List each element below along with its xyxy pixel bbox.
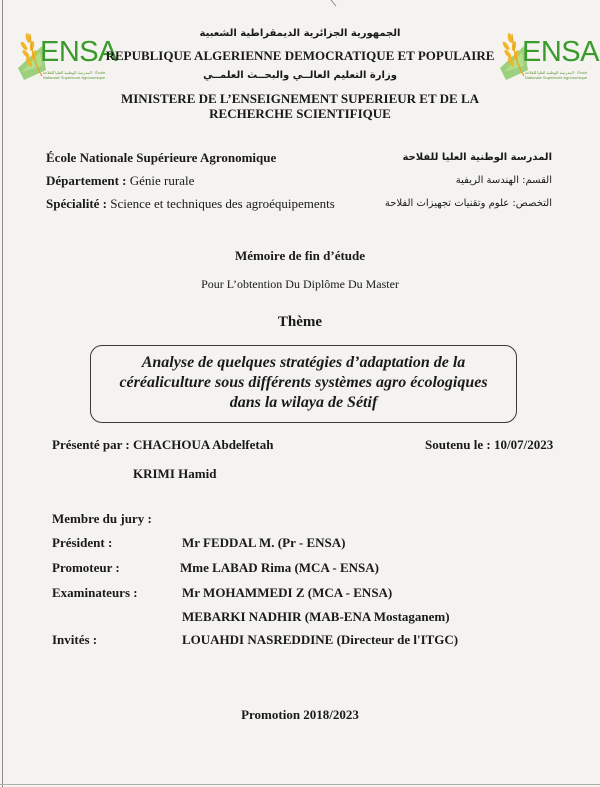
defended-date: 10/07/2023 <box>493 437 554 452</box>
speciality-label: Spécialité : <box>46 196 108 211</box>
jury-member: Mr MOHAMMEDI Z (MCA - ENSA) <box>182 585 393 600</box>
speciality-ar: التخصص: علوم وتقنيات تجهيزات الفلاحة <box>384 198 552 209</box>
thesis-title-line: céréaliculture sous différents systèmes agro écologiques <box>119 374 488 391</box>
logo-text: ENSA <box>40 36 117 68</box>
jury-member: LOUAHDI NASREDDINE (Directeur de l'ITGC) <box>182 632 459 647</box>
department-label: Département : <box>46 173 127 188</box>
jury-member: Mme LABAD Rima (MCA - ENSA) <box>180 560 379 575</box>
speciality-line <box>46 196 335 212</box>
author-name: CHACHOUA Abdelfetah <box>132 437 274 452</box>
school-name-ar: المدرسة الوطنية العليا للفلاحة <box>402 152 552 163</box>
header-ministry-fr-2: RECHERCHE SCIENTIFIQUE <box>209 106 391 121</box>
thesis-title-box <box>90 345 517 423</box>
logo-caption: المدرسة الوطنية العليا للفلاحة · École Nationale Supérieure Agronomique <box>524 70 588 80</box>
jury-role: Promoteur : <box>52 560 120 575</box>
jury-role: Invités : <box>52 632 98 647</box>
presented-by-label: Présenté par : <box>52 437 130 452</box>
thesis-title-line: dans la wilaya de Sétif <box>229 394 378 411</box>
logo-text: ENSA <box>522 36 599 68</box>
department-value: Génie rurale <box>126 173 195 188</box>
page-edge <box>0 784 600 785</box>
header-republic-fr: REPUBLIQUE ALGERIENNE DEMOCRATIQUE ET POPULAIRE <box>105 48 495 63</box>
author-name: KRIMI Hamid <box>133 466 217 481</box>
thesis-type: Mémoire de fin d’étude <box>234 248 366 263</box>
header-ministry-fr-1: MINISTERE DE L’ENSEIGNEMENT SUPERIEUR ET DE LA <box>120 91 480 106</box>
header-ministry-ar: وزارة التعليم العالــي والبحــث العلمــي <box>203 70 397 81</box>
presented-by-line <box>52 437 273 453</box>
department-ar: القسم: الهندسة الريفية <box>455 175 552 186</box>
jury-member: MEBARKI NADHIR (MAB-ENA Mostaganem) <box>182 609 450 624</box>
thesis-purpose: Pour L’obtention Du Diplôme Du Master <box>201 277 399 291</box>
jury-member: Mr FEDDAL M. (Pr - ENSA) <box>182 535 346 550</box>
defended-label: Soutenu le : <box>425 437 491 452</box>
theme-label: Thème <box>277 314 323 330</box>
promotion: Promotion 2018/2023 <box>241 707 359 722</box>
header-republic-ar: الجمهورية الجزائرية الديمقراطية الشعبية <box>199 28 401 39</box>
defended-line <box>425 437 553 453</box>
logo-caption: المدرسة الوطنية العليا للفلاحة · École Nationale Supérieure Agronomique <box>42 70 106 80</box>
speciality-value: Science et techniques des agroéquipements <box>107 196 335 211</box>
department-line <box>46 173 194 189</box>
jury-heading: Membre du jury : <box>52 511 152 526</box>
thesis-title-line: Analyse de quelques stratégies d’adaptation de la <box>141 354 466 371</box>
jury-role: Examinateurs : <box>52 585 138 600</box>
school-name-fr: École Nationale Supérieure Agronomique <box>46 150 277 165</box>
paper-mark <box>320 0 336 6</box>
jury-role: Président : <box>52 535 113 550</box>
